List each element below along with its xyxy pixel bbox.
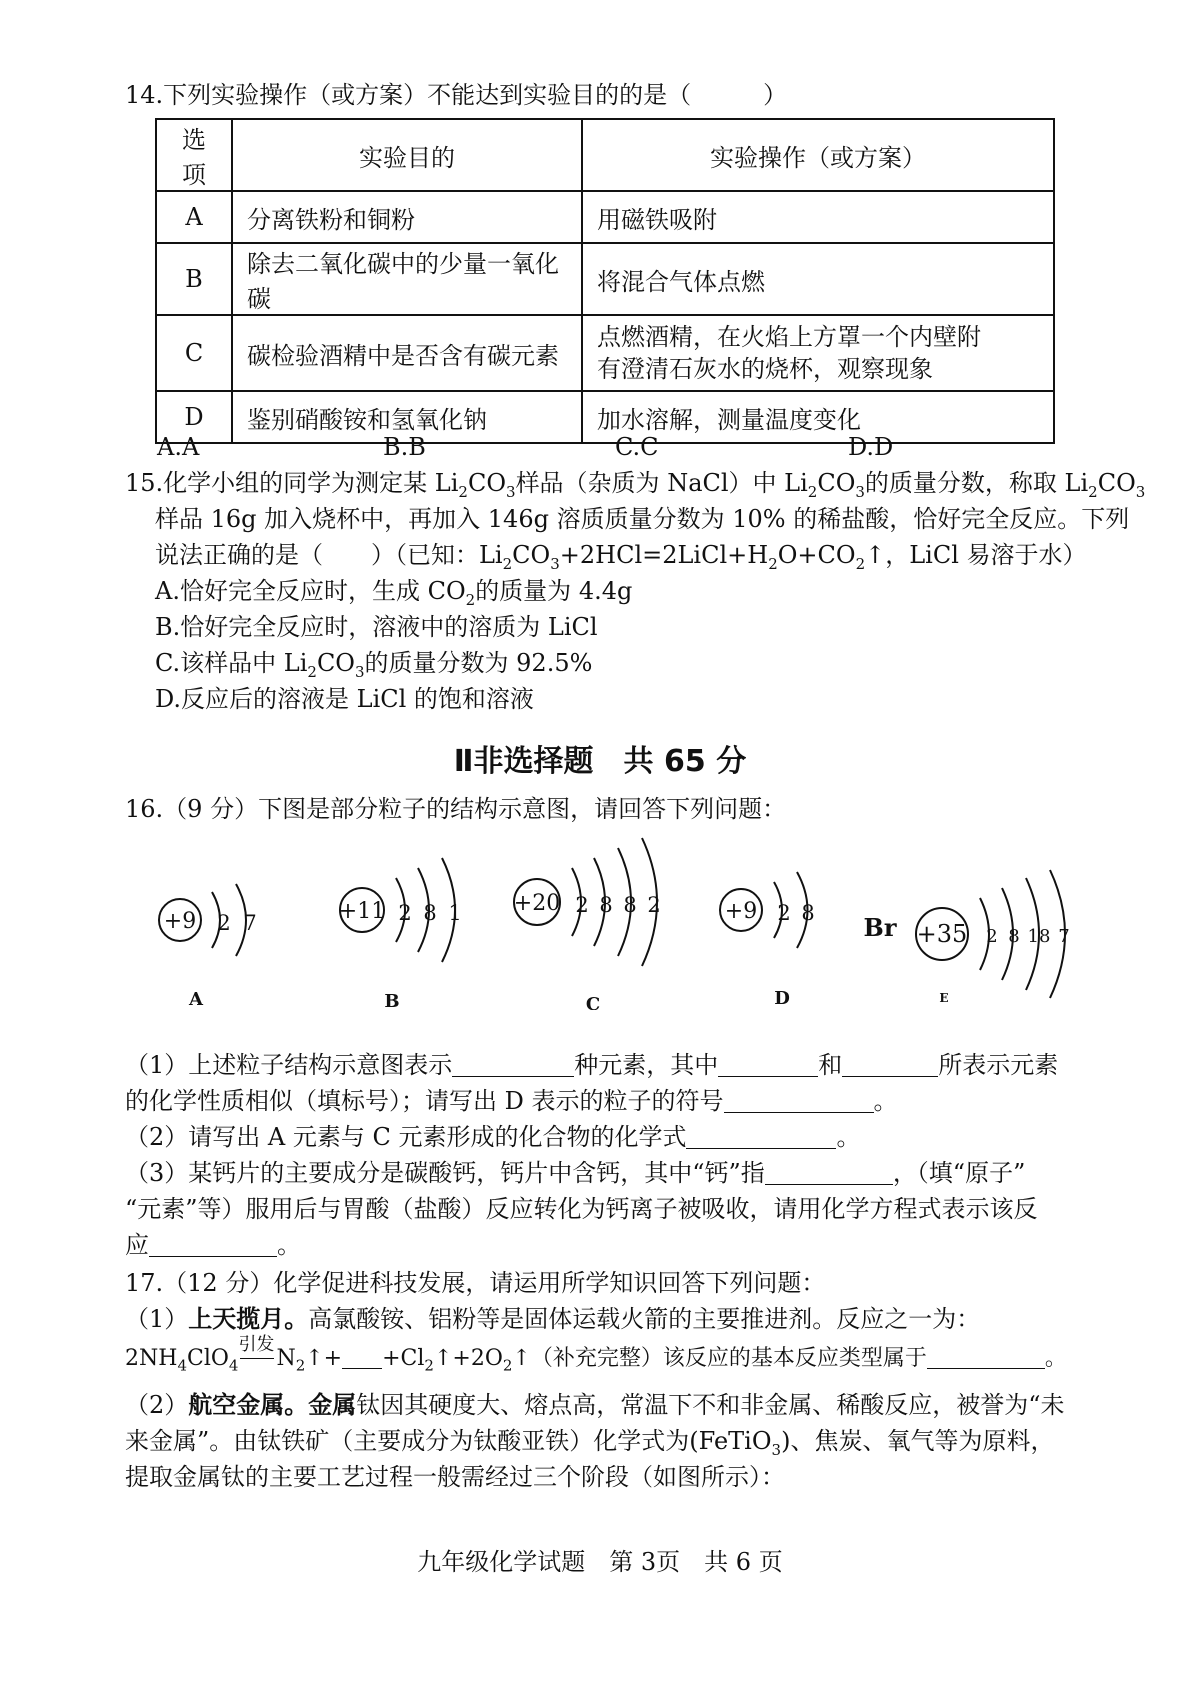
text: )、焦炭、氧气等为原料，: [781, 1427, 1055, 1455]
row-operation: [582, 315, 1054, 391]
text: ↑（补充完整）该反应的基本反应类型属于: [512, 1346, 927, 1371]
reaction-arrow: [238, 1334, 275, 1359]
text: （2）: [125, 1391, 189, 1419]
table-row: [156, 391, 1054, 443]
shell-count: 8: [423, 901, 437, 925]
text: 。: [1044, 1346, 1067, 1371]
q17-stem: 17.（12 分）化学促进科技发展，请运用所学知识回答下列问题：: [125, 1269, 826, 1297]
q17-part2-line3: 提取金属钛的主要工艺过程一般需经过三个阶段（如图所示）：: [125, 1463, 785, 1491]
text: 钛因其硬度大、熔点高，常温下不和非金属、稀酸反应，被誉为“未: [356, 1391, 1065, 1419]
text: C.该样品中 Li: [155, 649, 308, 677]
nucleus-label: +35: [916, 920, 968, 948]
text: ，（填“原子”: [892, 1159, 1026, 1187]
nucleus-label: +11: [338, 899, 386, 924]
table-row: [156, 243, 1054, 315]
text: +2HCl=2LiCl+H: [559, 541, 769, 569]
particle-structure-diagram: [0, 830, 1200, 1010]
text: ↑+: [305, 1346, 343, 1371]
text: 2NH: [125, 1346, 178, 1371]
answer-blank[interactable]: [686, 1124, 836, 1149]
shell-count: 2: [398, 901, 412, 925]
q14-stem: 14.下列实验操作（或方案）不能达到实验目的的是（ ）: [125, 81, 788, 109]
particle-label: A: [189, 989, 203, 1010]
q17-part2-line2: 来金属”。由钛铁矿（主要成分为钛酸亚铁）化学式为(FeTiO$_3$)、焦炭、氧气等为原料，: [125, 1427, 1055, 1459]
text: 样品（杂质为 NaCl）中 Li: [515, 469, 808, 497]
bold-text: 航空金属。金属: [188, 1390, 357, 1419]
nucleus-label: +20: [513, 891, 561, 916]
element-symbol: Br: [863, 913, 897, 942]
text: 的质量为 4.4g: [475, 577, 633, 605]
q16-part1-line1: [125, 1048, 1058, 1082]
shell-count: 2: [575, 893, 589, 917]
table-row: [156, 315, 1054, 391]
shell-count: 2: [217, 911, 231, 935]
text: O+CO: [777, 541, 856, 569]
particle-label: D: [774, 988, 790, 1009]
choice-a: A.A: [157, 433, 200, 461]
nucleus-label: +9: [724, 899, 758, 924]
text: （3）某钙片的主要成分是碳酸钙，钙片中含钙，其中“钙”指: [125, 1159, 765, 1187]
text: 15.化学小组的同学为测定某 Li: [125, 469, 459, 497]
row-goal: 碳检验酒精中是否含有碳元素: [232, 315, 582, 391]
header-option: 选项: [156, 119, 232, 191]
row-option: C: [156, 315, 232, 391]
reaction-condition: 引发: [238, 1334, 275, 1355]
q15-line2: 样品 16g 加入烧杯中，再加入 146g 溶质质量分数为 10% 的稀盐酸，恰好完全反应。下列: [155, 505, 1130, 533]
shell-count: 7: [1058, 926, 1070, 947]
answer-blank[interactable]: [927, 1348, 1045, 1369]
text: CO: [467, 469, 507, 497]
row-operation: 将混合气体点燃: [582, 243, 1054, 315]
answer-blank[interactable]: [342, 1348, 382, 1369]
particle-label: E: [939, 991, 949, 1005]
row-operation: 用磁铁吸附: [582, 191, 1054, 243]
q15-line1: 15.化学小组的同学为测定某 $Li_2CO_3$样品（杂质为 NaCl）中 $Li_2CO_3$的质量分数，称取 $Li_2CO_3$: [125, 469, 1146, 501]
q16-part2: [125, 1120, 860, 1154]
text: （2）请写出 A 元素与 C 元素形成的化合物的化学式: [125, 1123, 687, 1151]
table-header-row: [156, 119, 1054, 191]
q16-part1-line2: [125, 1084, 898, 1118]
text: ↑+2O: [433, 1346, 503, 1371]
text: A.恰好完全反应时，生成 CO: [155, 577, 466, 605]
text: ClO: [186, 1346, 229, 1371]
answer-blank[interactable]: [765, 1160, 893, 1185]
row-goal: 鉴别硝酸铵和氢氧化钠: [232, 391, 582, 443]
text: ↑，LiCl 易溶于水）: [865, 541, 1087, 569]
page-footer: 九年级化学试题 第 3页 共 6 页: [417, 1548, 783, 1576]
text: 。: [277, 1231, 301, 1259]
answer-blank[interactable]: [452, 1052, 574, 1077]
row-option: A: [156, 191, 232, 243]
text: 来金属”。由钛铁矿（主要成分为钛酸亚铁）化学式为(FeTiO: [125, 1427, 772, 1455]
row-operation-line1: 点燃酒精，在火焰上方罩一个内壁附: [597, 323, 981, 351]
shell-count: 8: [599, 893, 613, 917]
particle-label: C: [585, 994, 601, 1010]
q15-option-d: D.反应后的溶液是 LiCl 的饱和溶液: [155, 685, 534, 713]
choice-d: D.D: [848, 433, 894, 461]
q15-option-a: A.恰好完全反应时，生成 $CO_2$的质量为 4.4g: [155, 577, 633, 609]
answer-blank[interactable]: [842, 1052, 938, 1077]
q15-line3: 说法正确的是（ ）（已知：$Li_2CO_3+2HCl=2LiCl+H_2O+CO_2↑$，LiCl 易溶于水）: [155, 541, 1087, 573]
header-goal: 实验目的: [232, 119, 582, 191]
q17-equation: $2NH_4ClO_4$ 引发 $N_2↑+$ $+Cl_2↑+2O_2↑$（补充完整）该反应的基本反应类型属于 。: [125, 1342, 1067, 1382]
text: 和: [818, 1051, 843, 1079]
answer-blank[interactable]: [718, 1052, 818, 1077]
shell-count: 1: [448, 901, 462, 925]
shell-count: 2: [647, 893, 661, 917]
text: 。: [873, 1087, 898, 1115]
choice-c: C.C: [615, 433, 659, 461]
bold-text: 上天揽月。: [188, 1304, 309, 1333]
choice-b: B.B: [383, 433, 426, 461]
text: 所表示元素: [938, 1051, 1059, 1079]
text: （1）: [125, 1305, 189, 1333]
q16-part3-line2: “元素”等）服用后与胃酸（盐酸）反应转化为钙离子被吸收，请用化学方程式表示该反: [125, 1195, 1038, 1223]
text: CO: [512, 541, 551, 569]
nucleus-label: +9: [163, 909, 197, 934]
q15-option-b: B.恰好完全反应时，溶液中的溶质为 LiCl: [155, 613, 598, 641]
text: 的质量分数为 92.5%: [364, 649, 593, 677]
text: CO: [1097, 469, 1136, 497]
row-option: D: [156, 391, 232, 443]
q14-table: [155, 118, 1055, 444]
shell-count: 18: [1027, 926, 1051, 947]
particle-label: B: [384, 991, 400, 1010]
row-operation: 加水溶解，测量温度变化: [582, 391, 1054, 443]
row-option: B: [156, 243, 232, 315]
shell-count: 2: [986, 926, 998, 947]
row-operation-line2: 有澄清石灰水的烧杯，观察现象: [597, 355, 933, 383]
q16-stem: 16.（9 分）下图是部分粒子的结构示意图，请回答下列问题：: [125, 795, 787, 823]
q17-part2-line1: [125, 1388, 1065, 1422]
text: 的质量分数，称取 Li: [864, 469, 1089, 497]
q15-option-c: C.该样品中 $Li_2CO_3$的质量分数为 92.5%: [155, 649, 593, 681]
shell-count: 7: [243, 911, 257, 935]
shell-count: 8: [1008, 926, 1020, 947]
text: CO: [817, 469, 856, 497]
text: +Cl: [382, 1346, 425, 1371]
q16-part3-line3: [125, 1228, 301, 1262]
row-goal: 分离铁粉和铜粉: [232, 191, 582, 243]
shell-count: 8: [801, 901, 815, 925]
q16-part3-line1: [125, 1156, 1025, 1190]
shell-count: 2: [777, 901, 791, 925]
text: （1）上述粒子结构示意图表示: [125, 1051, 453, 1079]
text: 应: [125, 1231, 149, 1259]
row-goal: 除去二氧化碳中的少量一氧化碳: [232, 243, 582, 315]
text: 种元素，其中: [574, 1051, 719, 1079]
text: 说法正确的是（ ）（已知：Li: [155, 541, 503, 569]
text: 。: [836, 1123, 861, 1151]
answer-blank[interactable]: [149, 1232, 277, 1257]
section-title: Ⅱ非选择题 共 65 分: [453, 744, 747, 779]
shell-count: 8: [623, 893, 637, 917]
answer-blank[interactable]: [724, 1088, 874, 1113]
text: 高氯酸铵、铝粉等是固体运载火箭的主要推进剂。反应之一为：: [308, 1305, 981, 1333]
text: CO: [316, 649, 355, 677]
text: 的化学性质相似（填标号）；请写出 D 表示的粒子的符号: [125, 1087, 724, 1115]
table-row: [156, 191, 1054, 243]
header-operation: 实验操作（或方案）: [582, 119, 1054, 191]
text: N: [276, 1346, 296, 1371]
